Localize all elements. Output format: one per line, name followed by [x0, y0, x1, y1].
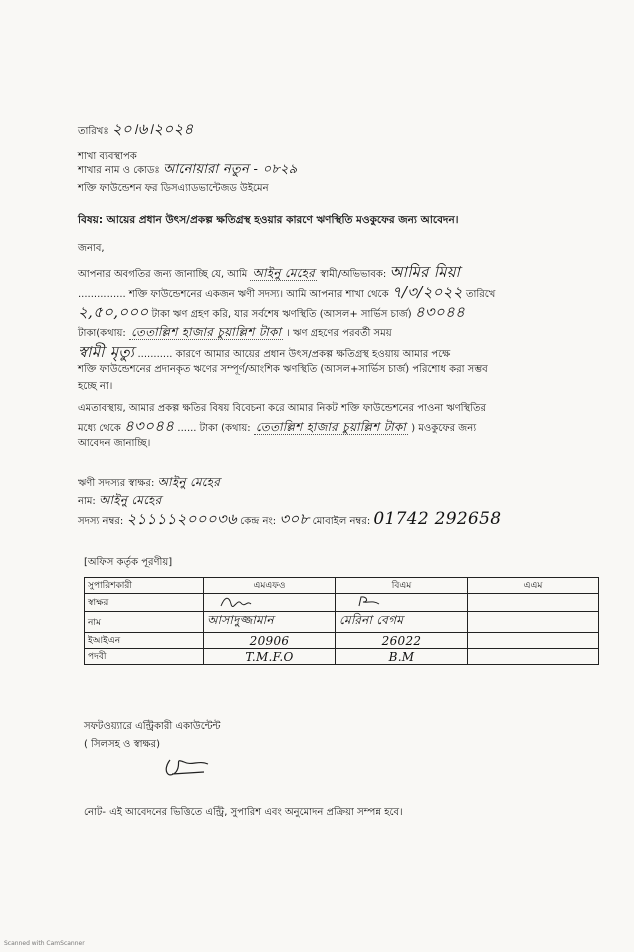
para1-text-g: । ঋণ গ্রহণের পরবর্তী সময় — [286, 328, 392, 339]
center-number: ৩০৮ — [279, 510, 310, 528]
para1-text-e: টাকা ঋণ গ্রহণ করি, যার সর্বশেষ ঋণস্থিতি (আসল+ সার্ভিস চার্জ) — [151, 309, 412, 320]
row-label-signature: স্বাক্ষর — [85, 594, 204, 612]
para2-text-c: টাকা (কথায়: — [199, 423, 251, 434]
borrower-name: আইনু মেহের — [252, 266, 316, 280]
accountant-sub: ( সিলসহ ও স্বাক্ষর) — [84, 739, 161, 750]
table-row — [85, 649, 599, 665]
para1-text-f: টাকা(কথায়: — [78, 328, 126, 339]
para1-text-d: তারিখে — [465, 289, 496, 300]
para1-line7: হচ্ছে না। — [78, 381, 113, 392]
date-label: তারিখঃ — [78, 126, 109, 137]
para1-line4 — [78, 326, 392, 340]
balance-amount: ৪৩০৪৪ — [414, 303, 466, 321]
member-number-row — [78, 509, 502, 529]
para1-text-h: কারণে আমার আয়ের প্রধান উৎস/প্রকল্প ক্ষতিগ্রস্থ হওয়ায় আমার পক্ষে — [175, 349, 451, 360]
para2-line1: এমতাবস্থায়, আমার প্রকল্প ক্ষতির বিষয় বিবেচনা করে আমার নিকট শক্তি ফাউন্ডেশনের পাওনা ঋণস্থিতির — [78, 403, 487, 414]
member-name-row — [78, 494, 162, 508]
am-name — [468, 612, 599, 633]
member-name-label: নাম: — [78, 496, 96, 507]
table-row — [85, 594, 599, 612]
loan-amount: ২,৫০,০০০ — [78, 303, 149, 321]
para2-line2: মধ্যে থেকে ৪৩০৪৪ ...... টাকা (কথায়: তেতাল্লিশ হাজার চুয়াল্লিশ টাকা ) মওকুফের জন্য — [78, 417, 477, 435]
office-title: [অফিস কর্তৃক পূরণীয়] — [84, 557, 173, 568]
guardian-name: আমির মিয়া — [389, 263, 461, 281]
branch-manager: শাখা ব্যবস্থাপক — [78, 151, 137, 162]
para2-text-b: মধ্যে থেকে — [78, 423, 121, 434]
bm-signature — [339, 594, 399, 608]
waive-amount: ৪৩০৪৪ — [124, 417, 175, 435]
footer-note: নোট- এই আবেদনের ভিত্তিতে এন্ট্রি, সুপারিশ এবং অনুমোদন প্রক্রিয়া সম্পন্ন হবে। — [84, 807, 403, 818]
waive-words: তেতাল্লিশ হাজার চুয়াল্লিশ টাকা — [255, 420, 407, 434]
row-label-ein: ইআইএন — [85, 633, 204, 649]
para1-line3 — [78, 303, 466, 321]
member-signature-label: ঋণী সদস্যর স্বাক্ষর: — [78, 478, 155, 489]
org-line: শক্তি ফাউন্ডেশন ফর ডিসএ্যাডভান্টেজড উইমেন — [78, 183, 269, 194]
member-signature: আইনু মেহের — [157, 475, 221, 489]
mobile-label: মোবাইল নম্বর: — [312, 516, 371, 527]
bm-signature-cell — [336, 594, 468, 612]
office-table — [84, 577, 599, 665]
mfo-designation: T.M.F.O — [204, 649, 336, 665]
mfo-name: আসাদুজ্জামান — [204, 612, 336, 633]
table-row — [85, 612, 599, 633]
mfo-signature — [207, 594, 267, 608]
row-label-designation: পদবী — [85, 649, 204, 665]
para1-text-b: স্বামী/অভিভাবক: — [320, 269, 387, 280]
para1-text-c: শক্তি ফাউন্ডেশনের একজন ঋণী সদস্য। আমি আপনার শাখা থেকে — [128, 289, 389, 300]
mfo-signature-cell — [204, 594, 336, 612]
header-am: এএম — [468, 578, 599, 594]
am-ein — [468, 633, 599, 649]
am-signature-cell — [468, 594, 599, 612]
member-name: আইনু মেহের — [98, 493, 162, 507]
cause: স্বামী মৃত্যু — [78, 343, 135, 361]
office-table-header — [85, 578, 599, 594]
center-label: কেন্দ্র নং: — [240, 516, 277, 527]
bm-designation: B.M — [336, 649, 468, 665]
branch-value: আনোয়ারা নতুন - ০৮২৯ — [162, 162, 298, 177]
branch-row — [78, 163, 298, 177]
balance-words: তেতাল্লিশ হাজার চুয়াল্লিশ টাকা — [130, 325, 282, 339]
date-value: ২০।৬।২০২৪ — [111, 120, 194, 138]
branch-label: শাখার নাম ও কোডঃ — [78, 165, 160, 176]
bm-name: মেরিনা বেগম — [336, 612, 468, 633]
table-row — [85, 633, 599, 649]
mobile-number: 01742 292658 — [373, 509, 502, 529]
salutation: জনাব, — [78, 243, 105, 254]
para2-text-d: ) মওকুফের জন্য — [411, 423, 477, 434]
para1-line5: স্বামী মৃত্যু ........... কারণে আমার আয়ের প্রধান উৎস/প্রকল্প ক্ষতিগ্রস্থ হওয়ায় আমার পক্ষে — [78, 343, 451, 361]
accountant-signature — [158, 750, 218, 782]
bm-ein: 26022 — [336, 633, 468, 649]
subject: বিষয়: আয়ের প্রধান উৎস/প্রকল্প ক্ষতিগ্রস্থ হওয়ার কারণে ঋণস্থিতি মওকুফের জন্য আবেদন। — [78, 214, 459, 226]
para2-line3: আবেদন জানাচ্ছি। — [78, 438, 151, 449]
scanner-watermark: Scanned with CamScanner — [4, 940, 85, 947]
para1-line2: ............... শক্তি ফাউন্ডেশনের একজন ঋণী সদস্য। আমি আপনার শাখা থেকে ৭/৩/২০২২ তারিখে — [78, 283, 496, 301]
loan-date: ৭/৩/২০২২ — [391, 283, 463, 301]
member-signature-row — [78, 476, 220, 490]
mfo-ein: 20906 — [204, 633, 336, 649]
header-bm: বিএম — [336, 578, 468, 594]
para1-line6: শক্তি ফাউন্ডেশনের প্রদানকৃত ঋণের সম্পূর্ণ/আংশিক ঋণস্থিতি (আসল+সার্ভিস চার্জ) পরিশোধ করা সম্ভব — [78, 364, 488, 375]
am-designation — [468, 649, 599, 665]
para1-text-a: আপনার অবগতির জন্য জানাচ্ছি যে, আমি — [78, 269, 248, 280]
header-recommender: সুপারিশকারী — [85, 578, 204, 594]
member-number-label: সদস্য নম্বর: — [78, 516, 124, 527]
member-number: ২১১১১২০০০৩৬ — [126, 510, 237, 528]
row-label-name: নাম — [85, 612, 204, 633]
header-mfo: এমএফও — [204, 578, 336, 594]
accountant-line: সফটওয়্যারে এন্ট্রিকারী একাউন্টেন্ট — [84, 721, 221, 732]
para1-line1 — [78, 263, 461, 281]
date-row — [78, 120, 194, 138]
